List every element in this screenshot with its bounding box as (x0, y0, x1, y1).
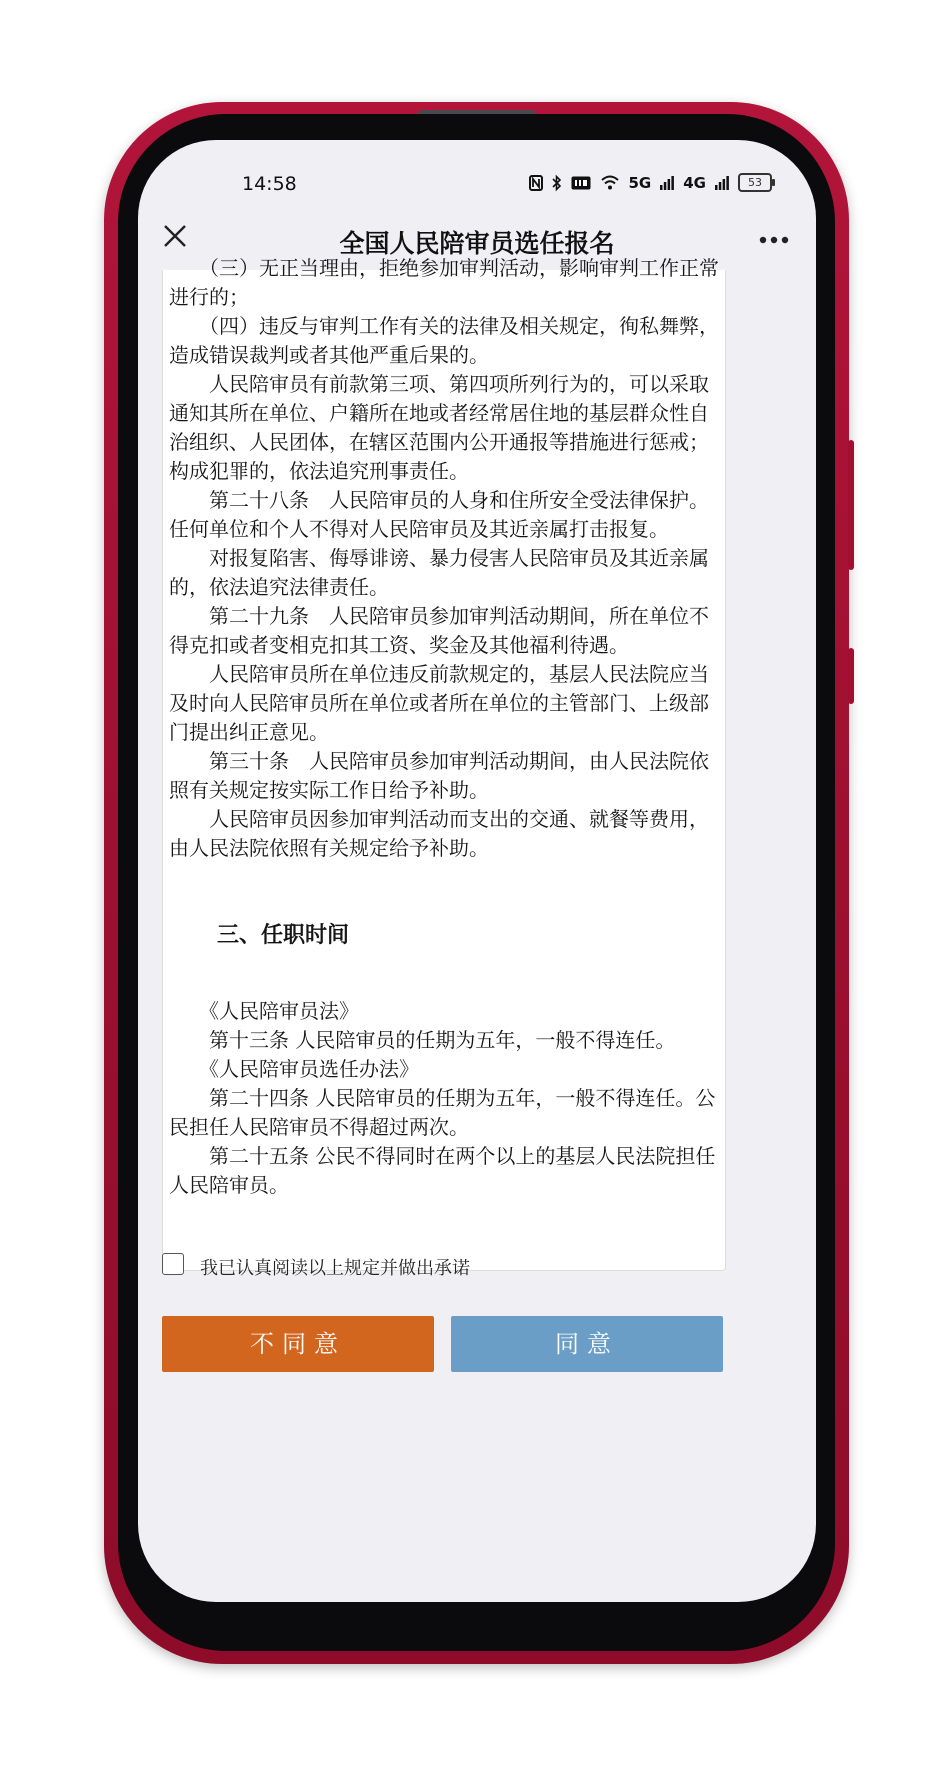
section-title: 三、任职时间 (217, 923, 350, 948)
status-time: 14:58 (242, 173, 297, 195)
paragraph: 人民陪审员有前款第三项、第四项所列行为的，可以采取通知其所在单位、户籍所在地或者经常居住地的基层群众性自治组织、人民团体，在辖区范围内公开通报等措施进行惩戒；构成犯罪的，依法追究刑事责任。 (169, 372, 709, 483)
signal-5g-label: 5G (628, 173, 652, 192)
paragraph: 第二十五条 公民不得同时在两个以上的基层人民法院担任人民陪审员。 (169, 1144, 716, 1197)
paragraph: 第二十九条 人民陪审员参加审判活动期间，所在单位不得克扣或者变相克扣其工资、奖金及其他福利待遇。 (169, 604, 709, 657)
paragraph: 人民陪审员所在单位违反前款规定的，基层人民法院应当及时向人民陪审员所在单位或者所在单位的主管部门、上级部门提出纠正意见。 (169, 662, 709, 744)
paragraph: 第三十条 人民陪审员参加审判活动期间，由人民法院依照有关规定按实际工作日给予补助。 (169, 749, 709, 802)
battery-icon: 53 (738, 173, 772, 192)
signal-4g-label: 4G (683, 173, 706, 192)
paragraph: 人民陪审员因参加审判活动而支出的交通、就餐等费用，由人民法院依照有关规定给予补助。 (169, 807, 709, 860)
phone-screen (138, 140, 816, 1602)
disagree-button[interactable]: 不同意 (162, 1316, 434, 1372)
agreement-label[interactable]: 我已认真阅读以上规定并做出承诺 (200, 1258, 470, 1279)
agreement-row[interactable] (162, 1248, 470, 1280)
hd-icon (571, 176, 591, 190)
more-dots-icon[interactable] (754, 220, 794, 254)
signal-bars-icon (660, 176, 674, 190)
paragraph: 《人民陪审员法》 (169, 999, 359, 1023)
paragraph: 《人民陪审员选任办法》 (169, 1057, 419, 1081)
paragraph: （四）违反与审判工作有关的法律及相关规定，徇私舞弊，造成错误裁判或者其他严重后果的。 (169, 314, 719, 367)
agree-button[interactable]: 同意 (451, 1316, 723, 1372)
paragraph: 第二十四条 人民陪审员的任期为五年，一般不得连任。公民担任人民陪审员不得超过两次。 (169, 1086, 716, 1139)
page-title: 全国人民陪审员选任报名 (339, 229, 615, 258)
signal-bars-icon (715, 176, 729, 190)
bluetooth-icon (552, 175, 562, 191)
wifi-icon (600, 175, 620, 190)
agreement-checkbox[interactable] (162, 1253, 184, 1275)
paragraph: （三）无正当理由，拒绝参加审判活动，影响审判工作正常进行的； (169, 256, 719, 309)
phone-side-button (848, 648, 854, 704)
paragraph: 对报复陷害、侮辱诽谤、暴力侵害人民陪审员及其近亲属的，依法追究法律责任。 (169, 546, 709, 599)
nfc-icon (529, 175, 543, 191)
regulation-text (169, 254, 721, 1200)
status-icons (529, 173, 773, 192)
phone-side-button (848, 440, 854, 570)
regulation-content[interactable] (162, 256, 726, 1271)
paragraph: 第十三条 人民陪审员的任期为五年，一般不得连任。 (169, 1028, 676, 1052)
paragraph: 第二十八条 人民陪审员的人身和住所安全受法律保护。任何单位和个人不得对人民陪审员及其近亲属打击报复。 (169, 488, 709, 541)
more-dots-icon[interactable] (759, 236, 789, 244)
